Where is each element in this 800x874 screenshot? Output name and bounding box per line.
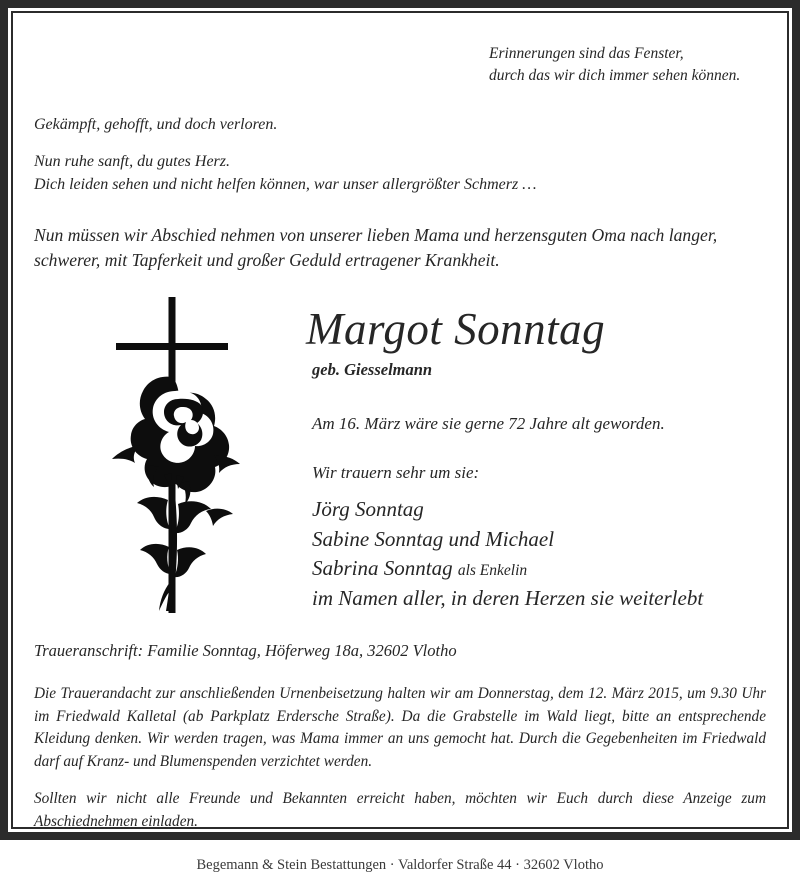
age-line: Am 16. März wäre sie gerne 72 Jahre alt geworden. — [312, 413, 665, 433]
mourner-name: Jörg Sonntag — [312, 496, 424, 521]
list-item — [312, 495, 766, 525]
cross-with-rose-icon — [102, 295, 242, 625]
mourners-list — [312, 495, 766, 614]
center-section — [34, 295, 766, 625]
notice-sheet — [13, 13, 787, 874]
verse-second-line-1: Nun ruhe sanft, du gutes Herz. — [34, 153, 230, 171]
lead-paragraph: Nun müssen wir Abschied nehmen von unserer lieben Mama und herzensguten Oma nach langer, schwerer, mit Tapferkeit und großer Geduld ertragener Krankheit. — [34, 224, 718, 270]
invitation-paragraph: Sollten wir nicht alle Freunde und Bekannten erreicht haben, möchten wir Euch durch diese Anzeige zum Abschiednehmen einladen. — [34, 789, 766, 830]
frame-inner-rule — [11, 11, 789, 874]
epitaph-top — [489, 43, 766, 87]
mourners-intro: Wir trauern sehr um sie: — [312, 462, 480, 482]
epitaph-top-line-2: durch das wir dich immer sehen können. — [489, 67, 741, 84]
mourner-name: Sabine Sonntag und Michael — [312, 526, 555, 551]
verse-second — [34, 151, 766, 196]
verse-second-line-2: Dich leiden sehen und nicht helfen können, war unser allergrößter Schmerz … — [34, 176, 537, 194]
list-item — [312, 554, 766, 584]
service-details-paragraph: Die Trauerandacht zur anschließenden Urnenbeisetzung halten wir am Donnerstag, dem 12. März 2015, um 9.30 Uhr im Friedwald Kalletal (ab Parkplatz Erdersche Straße). Da die Grabstelle im Wald liegt, bitte an entsprechende Kleidung denken. Wir werden tragen, was Mama immer an uns gemocht hat. Durch die Gegebenheiten im Friedwald darf auf Kranz- und Blumenspenden verzichtet werden. — [34, 684, 766, 771]
maiden-name: geb. Giesselmann — [312, 359, 433, 379]
epitaph-top-line-1: Erinnerungen sind das Fenster, — [489, 45, 684, 62]
mourner-name: Sabrina Sonntag — [312, 556, 453, 581]
funeral-home-credit: Begemann & Stein Bestattungen · Valdorfer Straße 44 · 32602 Vlotho — [196, 857, 604, 874]
list-item — [312, 584, 766, 614]
mourning-address: Traueranschrift: Familie Sonntag, Höferweg 18a, 32602 Vlotho — [34, 640, 457, 660]
list-item — [312, 525, 766, 555]
main-column — [306, 295, 766, 614]
mourner-role: als Enkelin — [457, 562, 528, 580]
verse-first: Gekämpft, gehofft, und doch verloren. — [34, 116, 278, 133]
frame-outer-gap — [8, 8, 792, 874]
mourner-name: im Namen aller, in deren Herzen sie weiterlebt — [312, 586, 704, 611]
deceased-name: Margot Sonntag — [306, 303, 606, 354]
